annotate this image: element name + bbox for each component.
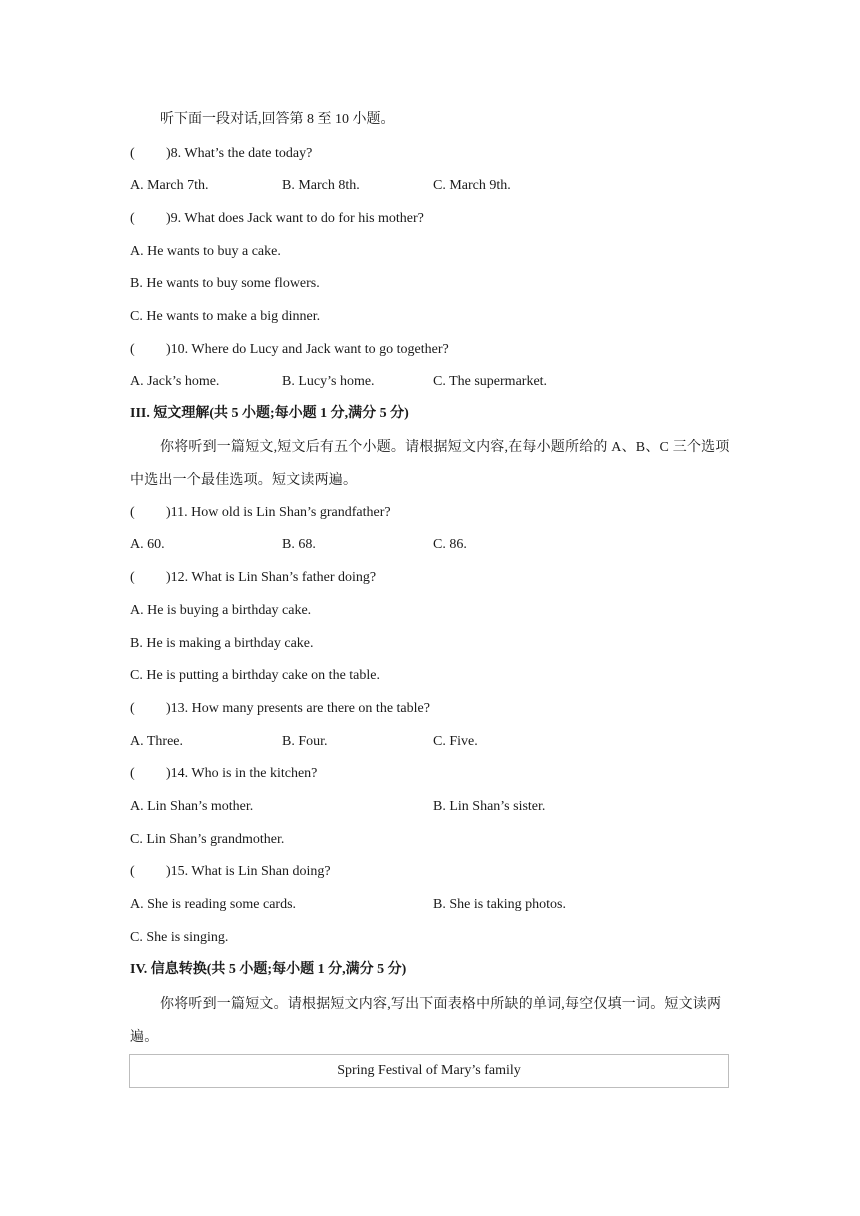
option-a: A. Jack’s home. <box>130 374 220 389</box>
answer-blank: ( <box>130 766 135 781</box>
option-a: A. He is buying a birthday cake. <box>130 603 312 618</box>
answer-blank: ( <box>130 146 135 161</box>
question-13 <box>130 699 430 719</box>
option-c: C. He wants to make a big dinner. <box>130 309 321 324</box>
answer-blank: ( <box>130 342 135 357</box>
option-c: C. He is putting a birthday cake on the table. <box>130 668 380 683</box>
section-4-heading: IV. 信息转换(共 5 小题;每小题 1 分,满分 5 分) <box>130 962 407 977</box>
option-c: C. Five. <box>433 734 478 749</box>
question-9 <box>130 209 424 229</box>
section-3-instructions: 你将听到一篇短文,短文后有五个小题。请根据短文内容,在每小题所给的 A、B、C 三个选项中选出一个最佳选项。短文读两遍。 <box>130 440 730 488</box>
question-text: )9. What does Jack want to do for his mother? <box>166 211 424 226</box>
answer-blank: ( <box>130 211 135 226</box>
option-b: B. Lucy’s home. <box>282 374 375 389</box>
option-b: B. He wants to buy some flowers. <box>130 276 320 291</box>
dialog-intro: 听下面一段对话,回答第 8 至 10 小题。 <box>160 112 395 127</box>
question-text: )15. What is Lin Shan doing? <box>166 864 331 879</box>
info-table <box>129 1054 729 1088</box>
option-b: B. She is taking photos. <box>433 897 567 912</box>
question-text: )11. How old is Lin Shan’s grandfather? <box>166 505 391 520</box>
answer-blank: ( <box>130 505 135 520</box>
option-c: C. The supermarket. <box>433 374 548 389</box>
option-a: A. March 7th. <box>130 178 209 193</box>
question-12 <box>130 568 376 588</box>
question-text: )12. What is Lin Shan’s father doing? <box>166 570 377 585</box>
option-a: A. She is reading some cards. <box>130 897 297 912</box>
option-a: A. 60. <box>130 537 165 552</box>
question-8 <box>130 144 312 164</box>
question-11 <box>130 503 391 523</box>
section-4-instructions: 你将听到一篇短文。请根据短文内容,写出下面表格中所缺的单词,每空仅填一词。短文读两遍。 <box>130 997 722 1045</box>
question-15 <box>130 862 331 882</box>
option-c: C. She is singing. <box>130 930 229 945</box>
option-c: C. Lin Shan’s grandmother. <box>130 832 285 847</box>
question-text: )13. How many presents are there on the table? <box>166 701 430 716</box>
option-c: C. March 9th. <box>433 178 511 193</box>
answer-blank: ( <box>130 701 135 716</box>
answer-blank: ( <box>130 864 135 879</box>
question-text: )8. What’s the date today? <box>166 146 313 161</box>
option-a: A. Lin Shan’s mother. <box>130 799 254 814</box>
option-c: C. 86. <box>433 537 467 552</box>
option-b: B. March 8th. <box>282 178 360 193</box>
question-text: )14. Who is in the kitchen? <box>166 766 318 781</box>
answer-blank: ( <box>130 570 135 585</box>
option-b: B. He is making a birthday cake. <box>130 636 314 651</box>
option-b: B. Four. <box>282 734 328 749</box>
option-a: A. He wants to buy a cake. <box>130 244 281 259</box>
question-text: )10. Where do Lucy and Jack want to go together? <box>166 342 449 357</box>
section-3-heading: III. 短文理解(共 5 小题;每小题 1 分,满分 5 分) <box>130 406 409 421</box>
question-14 <box>130 764 317 784</box>
table-title: Spring Festival of Mary’s family <box>337 1063 521 1078</box>
option-b: B. Lin Shan’s sister. <box>433 799 546 814</box>
option-a: A. Three. <box>130 734 183 749</box>
question-10 <box>130 340 449 360</box>
option-b: B. 68. <box>282 537 316 552</box>
